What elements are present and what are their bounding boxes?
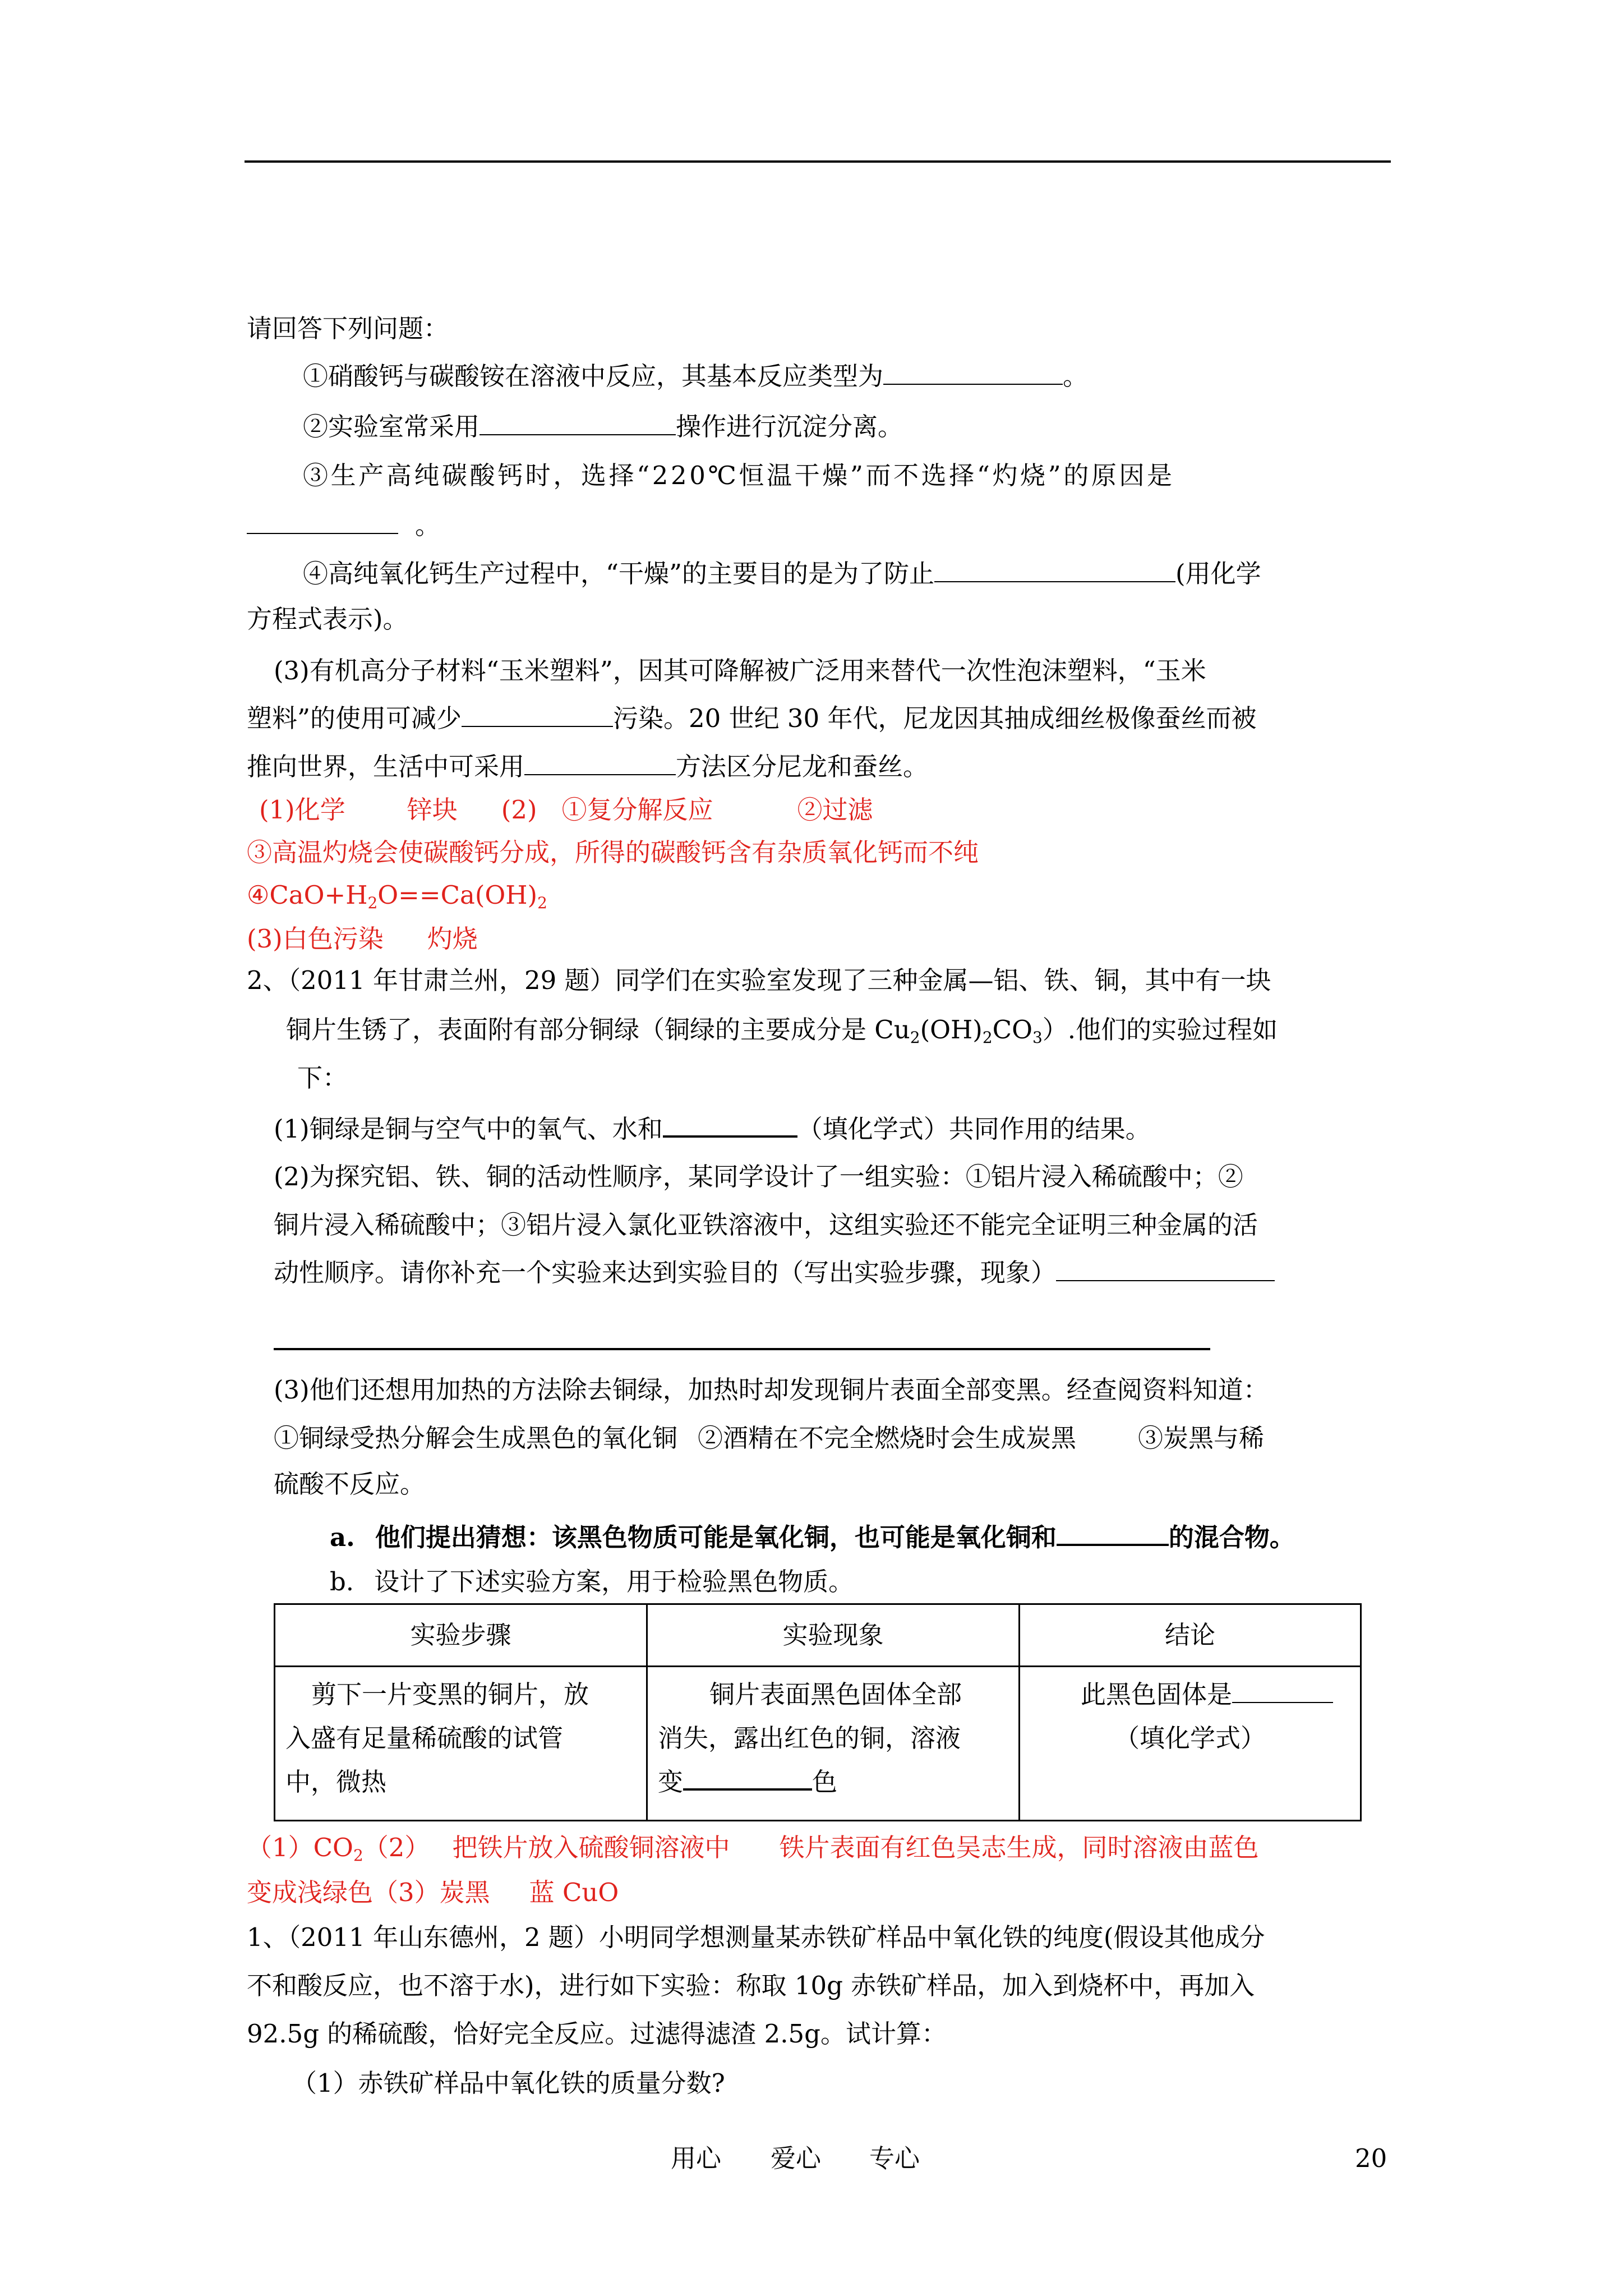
intro-text: 请回答下列问题： [247,314,449,343]
problem-2-sub2-line1: (2)为探究铝、铁、铜的活动性顺序，某同学设计了一组实验：①铝片浸入稀硫酸中；② [274,1162,1243,1191]
cell-text [658,1760,1008,1804]
footer-motto-1: 用心 [671,2143,722,2173]
answer-blank-line [274,1348,1210,1350]
item-label: b. [330,1567,354,1596]
problem-1-line2: 不和酸反应，也不溶于水)，进行如下实验：称取 10g 赤铁矿样品，加入到烧杯中，再加入 [247,1971,1255,2000]
question-text: 设计了下述实验方案，用于检验黑色物质。 [374,1567,854,1596]
answer-blank [883,359,1063,385]
table-header-cell: 实验步骤 [275,1604,647,1667]
answer-blank [1232,1677,1333,1703]
question-text: 动性顺序。请你补充一个实验来达到实验目的（写出实验步骤，现象） [274,1258,1057,1287]
answer-text: (2) [501,795,537,825]
table-cell-observation [647,1667,1020,1821]
answer-blank [1057,1519,1169,1546]
cell-text: 入盛有足量稀硫酸的试管 [285,1723,564,1753]
part-3-line3 [247,749,928,784]
answer-text: 蓝 CuO [529,1878,619,1907]
question-text: (用化学 [1175,559,1261,588]
answer-blank [462,701,613,727]
problem-2-sub2-line3 [274,1255,1275,1290]
plan-b [330,1565,854,1599]
answer2-line-2 [247,1876,619,1910]
table-header-row [275,1604,1361,1667]
answer-text: (3)白色污染 [247,924,384,954]
cell-text: 色 [812,1767,838,1797]
cell-text: 中，微热 [285,1767,387,1797]
problem-2-line2 [286,1013,1278,1055]
table-row [275,1667,1361,1821]
question-text: 操作进行沉淀分离。 [676,412,903,441]
answer-line-4 [247,922,478,956]
subscript: 2 [367,894,378,912]
question-text: 方法区分尼龙和蚕丝。 [676,752,929,781]
subscript: 2 [982,1028,993,1047]
subscript: 2 [910,1028,920,1047]
question-text: ③炭黑与稀 [1138,1423,1265,1453]
answer-blank [683,1764,812,1791]
answer-text: ①复分解反应 [561,795,713,825]
answer-line-2: ③高温灼烧会使碳酸钙分成，所得的碳酸钙含有杂质氧化钙而不纯 [247,838,979,867]
problem-2-line3: 下： [297,1063,348,1093]
problem-2-line1: 2、（2011 年甘肃兰州，29 题）同学们在实验室发现了三种金属—铝、铁、铜，其中有一块 [247,965,1271,995]
table-header-cell: 结论 [1020,1604,1361,1667]
table-header-cell: 实验现象 [647,1604,1020,1667]
question-text: 他们提出猜想：该黑色物质可能是氧化铜，也可能是氧化铜和 [375,1522,1057,1552]
question-4 [303,556,1261,591]
answer-line-1 [259,793,873,827]
footer-motto-2: 爱心 [771,2143,822,2173]
answer-text: 把铁片放入硫酸铜溶液中 [452,1833,730,1862]
answer-text: (1)化学 [259,795,345,825]
problem-1-line1: 1、（2011 年山东德州，2 题）小明同学想测量某赤铁矿样品中氧化铁的纯度(假设其他成分 [247,1922,1265,1952]
question-text: 污染。20 世纪 30 年代，尼龙因其抽成细丝极像蚕丝而被 [613,703,1257,733]
answer-text: 锌块 [407,795,458,825]
question-text: （填化学式）共同作用的结果。 [797,1114,1151,1144]
answer2-line-1 [247,1831,1258,1872]
problem-1-line3: 92.5g 的稀硫酸，恰好完全反应。过滤得滤渣 2.5g。试计算： [247,2019,947,2049]
answer-blank [247,508,398,534]
page-number: 20 [1355,2143,1387,2173]
problem-1-sub1: （1）赤铁矿样品中氧化铁的质量分数? [292,2068,725,2098]
part-3-line2 [247,701,1256,735]
question-text: ①铜绿受热分解会生成黑色的氧化铜 [274,1423,678,1453]
formula-text: CO [992,1015,1032,1045]
answer-blank [934,556,1175,582]
question-text: ④高纯氧化钙生产过程中，“干燥”的主要目的是为了防止 [303,559,935,588]
punctuation: 。 [415,510,441,540]
hypothesis-a [330,1519,1295,1554]
cell-text: 剪下一片变黑的铜片，放 [311,1680,589,1709]
table-cell-conclusion [1020,1667,1361,1821]
question-4-cont: 方程式表示)。 [247,604,408,634]
cell-text [1030,1673,1350,1717]
answer-blank [524,749,676,775]
subscript: 2 [537,894,547,912]
problem-2-sub3-line3: 硫酸不反应。 [274,1469,426,1499]
question-text: ②实验室常采用 [303,412,480,441]
punctuation: 。 [1063,361,1089,391]
header-rule [245,160,1391,163]
answer-text: ②过滤 [797,795,873,825]
cell-text: 变 [658,1767,684,1797]
table-cell-step [275,1667,647,1821]
question-text: ②酒精在不完全燃烧时会生成炭黑 [698,1423,1077,1453]
formula-text: O==Ca(OH) [377,880,538,910]
answer-line-3 [247,878,547,920]
subscript: 3 [1032,1028,1043,1047]
question-text: 铜片生锈了，表面附有部分铜绿（铜绿的主要成分是 Cu [286,1015,910,1045]
question-1 [303,359,1088,393]
answer-text: （2） [363,1833,430,1862]
question-text: ）.他们的实验过程如 [1042,1015,1278,1045]
question-text: 推向世界，生活中可采用 [247,752,525,781]
answer-text: 铁片表面有红色吴志生成，同时溶液由蓝色 [779,1833,1259,1862]
problem-2-sub3-line2 [274,1421,1264,1455]
problem-2-sub3-line1: (3)他们还想用加热的方法除去铜绿，加热时却发现铜片表面全部变黑。经查阅资料知道： [274,1375,1269,1405]
question-text: (1)铜绿是铜与空气中的氧气、水和 [274,1114,663,1144]
problem-2-sub2-line2: 铜片浸入稀硫酸中；③铝片浸入氯化亚铁溶液中，这组实验还不能完全证明三种金属的活 [274,1210,1258,1240]
question-3: ③生产高纯碳酸钙时，选择“220℃恒温干燥”而不选择“灼烧”的原因是 [303,461,1175,490]
cell-text: 此黑色固体是 [1081,1680,1233,1709]
problem-2-sub1 [274,1111,1151,1146]
answer-blank [1056,1255,1275,1281]
part-3-line1: (3)有机高分子材料“玉米塑料”，因其可降解被广泛用来替代一次性泡沫塑料，“玉米 [274,656,1206,685]
question-text: 塑料”的使用可减少 [247,703,462,733]
formula-text: (OH) [920,1015,983,1045]
question-2 [303,409,903,444]
experiment-table [274,1603,1362,1821]
question-text: ①硝酸钙与碳酸铵在溶液中反应，其基本反应类型为 [303,361,884,391]
cell-text: 铜片表面黑色固体全部 [709,1680,962,1709]
cell-text: 消失，露出红色的铜，溶液 [658,1723,961,1753]
subscript: 2 [353,1846,363,1865]
question-text: 的混合物。 [1168,1522,1295,1552]
answer-text: 变成浅绿色（3）炭黑 [247,1878,490,1907]
question-3-cont [247,508,440,542]
formula-text: ④CaO+H [247,880,368,910]
footer-motto-3: 专心 [869,2143,920,2173]
item-label: a. [330,1522,355,1552]
answer-text: （1）CO [247,1833,353,1862]
answer-text: 灼烧 [427,924,478,954]
answer-blank [479,409,676,435]
cell-text: （填化学式） [1114,1723,1266,1753]
answer-blank [663,1111,797,1138]
